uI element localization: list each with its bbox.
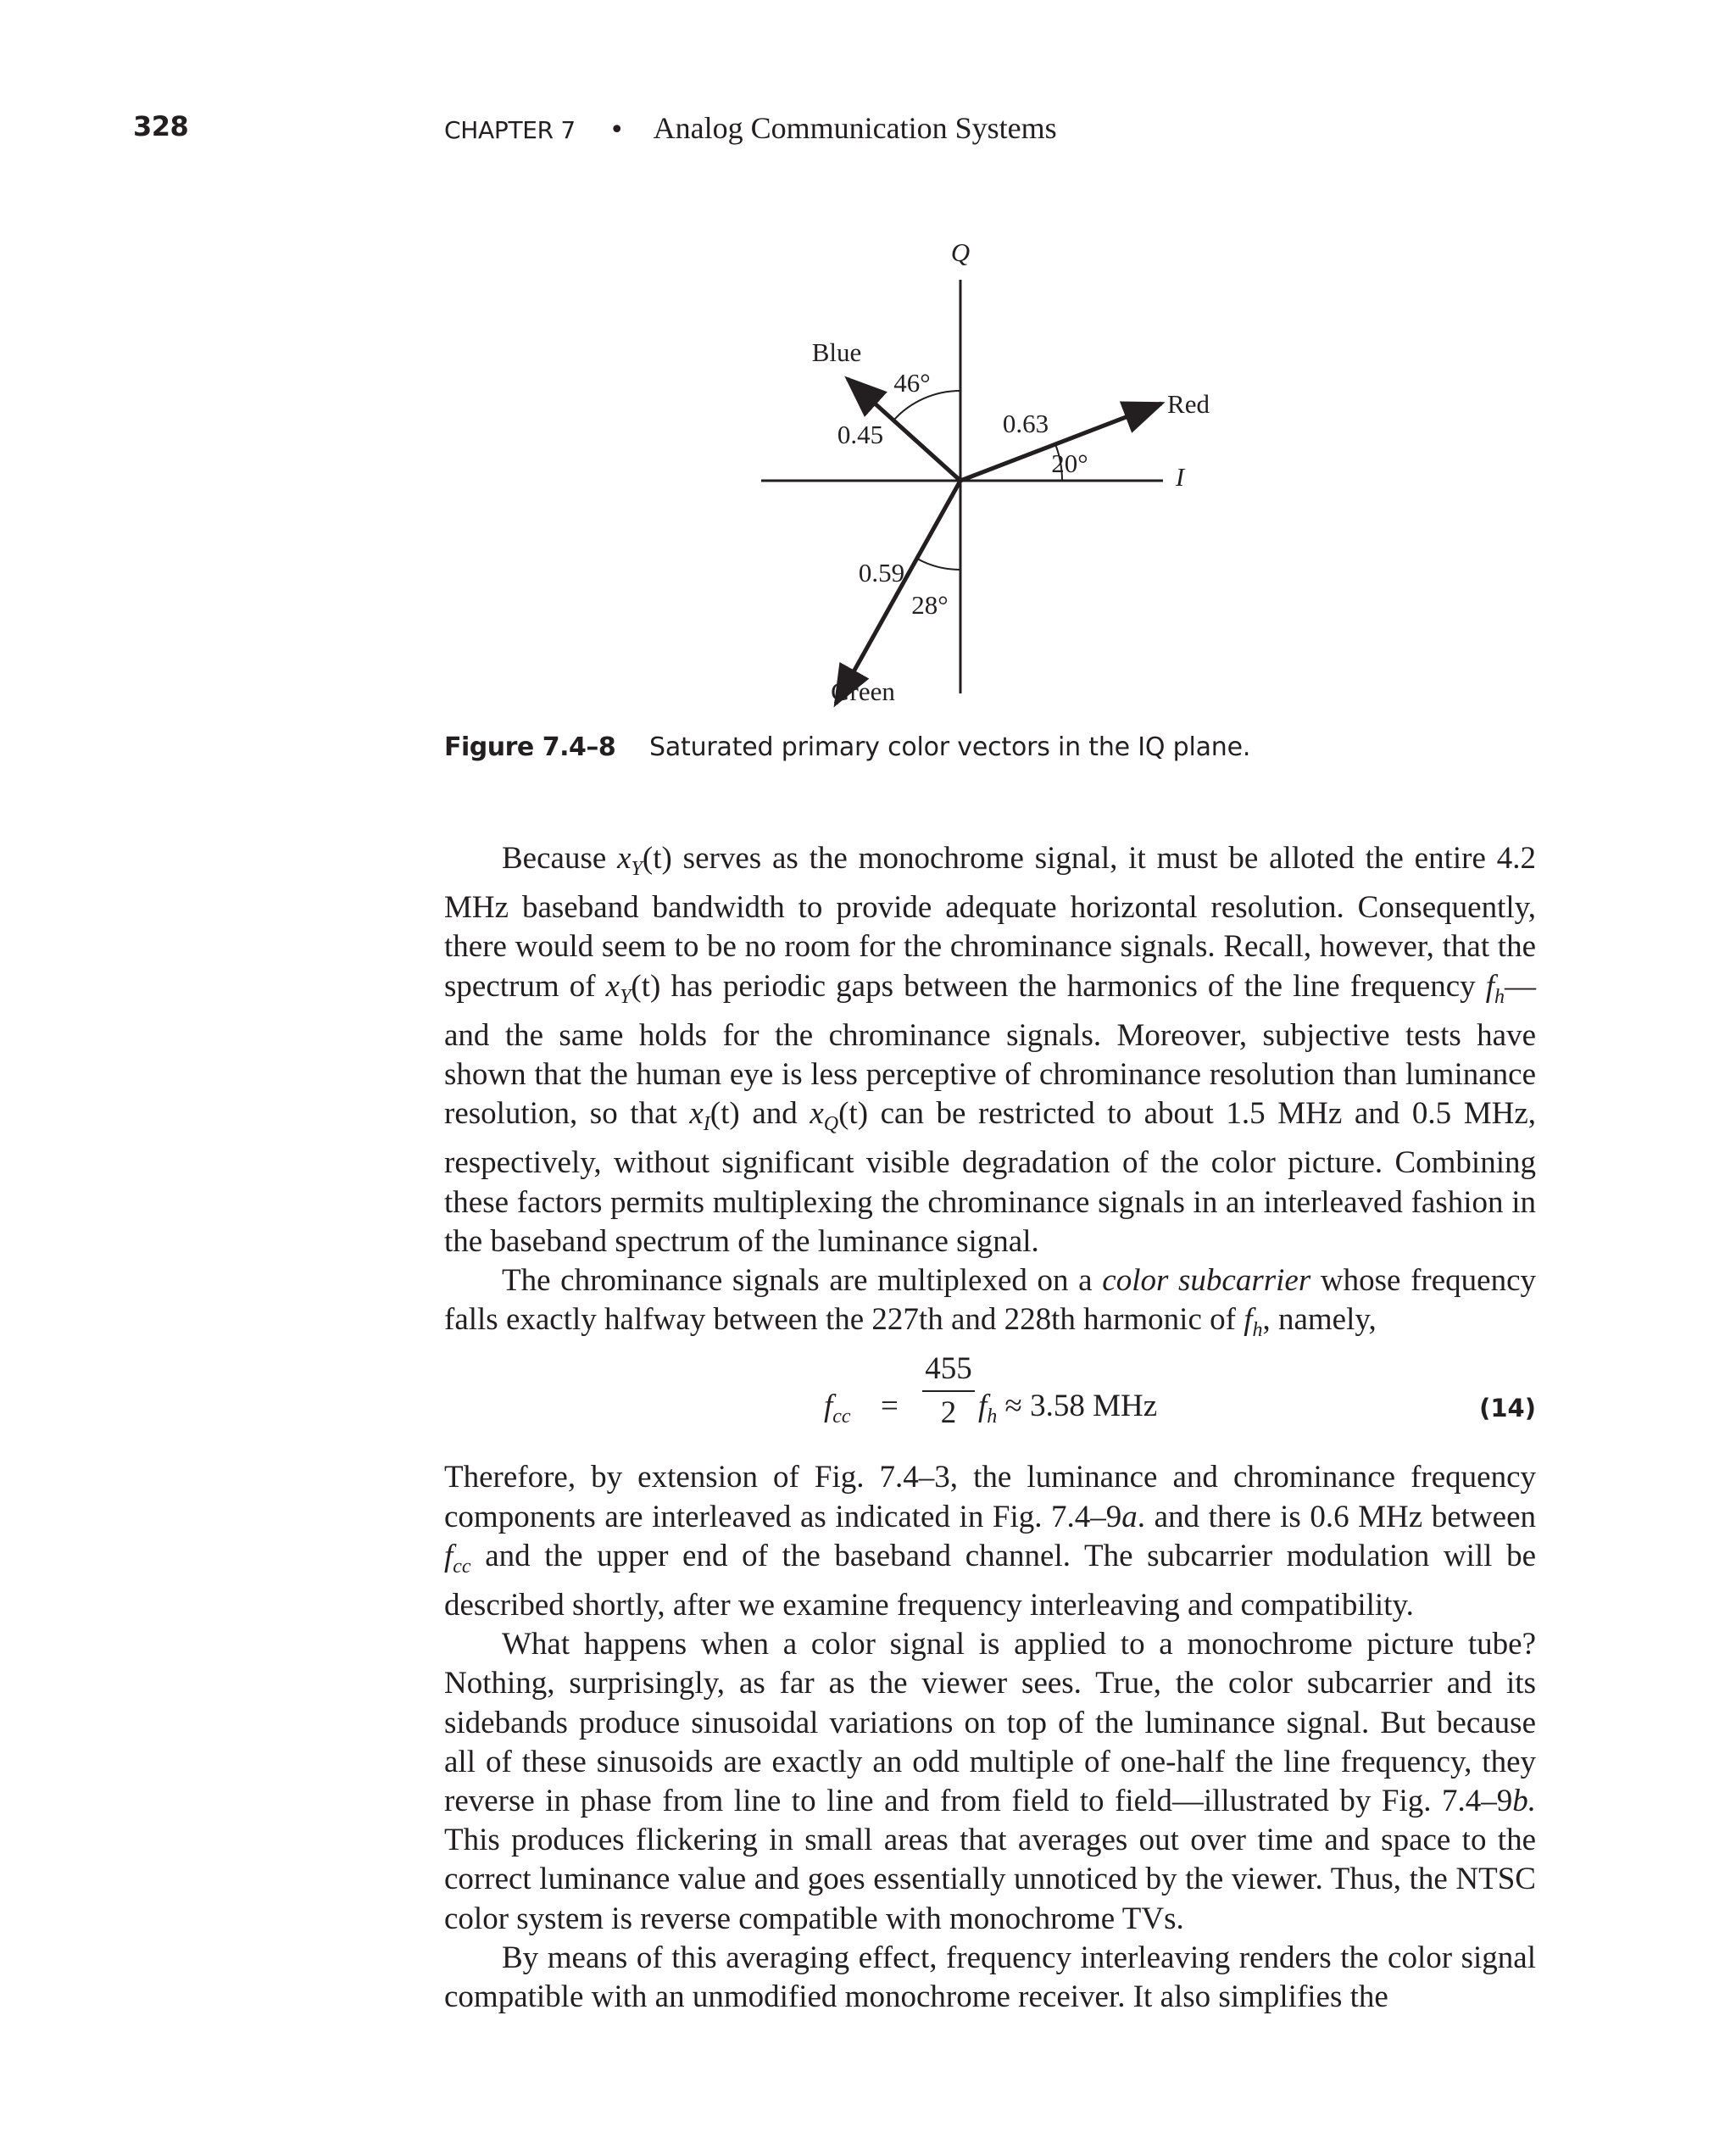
figure-number: Figure 7.4–8 <box>444 732 616 762</box>
green-angle-arc <box>917 559 960 570</box>
green-magnitude: 0.59 <box>858 558 905 587</box>
equation-number: (14) <box>1479 1394 1536 1423</box>
paragraph-1: Because $x_Y(t)$ serves as the monochrome signal, it must be alloted the entire 4.2 MHz baseband bandwidth to provide adequate horizontal resolution. Consequently, there would seem to be no room for the chrominance signals. Recall, however, that the spectrum of $x_Y(t)$ has periodic gaps between the harmonics of the line frequency $f_h—and$ the same holds for the chrominance signals. Moreover, subjective tests have shown that the human eye is less perceptive of chrominance resolution than luminance resolution, so that $x_I(t)$ and $x_Q(t)$ can be restricted to about 1.5 MHz and 0.5 MHz, respectively, without significant visible degradation of the color picture. Combining these factors permits multiplexing the chrominance signals in an interleaved fashion in the baseband spectrum of the luminance signal. <box>444 841 1536 1259</box>
chapter-label: CHAPTER 7 <box>444 116 576 144</box>
blue-angle: 46° <box>893 368 931 398</box>
chapter-title: Analog Communication Systems <box>653 111 1057 145</box>
iq-plane-figure <box>0 0 1736 763</box>
i-axis-label: I <box>1175 462 1185 492</box>
blue-label: Blue <box>811 337 862 367</box>
page-number: 328 <box>133 110 189 142</box>
paragraph-4: What happens when a color signal is applied to a monochrome picture tube? Nothing, surprisingly, as far as the viewer sees. True, the color subcarrier and its sidebands produce sinusoidal variations on top of the luminance signal. But because all of these sinusoids are exactly an odd multiple of one-half the line frequency, they reverse in phase from line to line and from field to field—illustrated by Fig. 7.4–9b. This produces flickering in small areas that averages out over time and space to the correct luminance value and goes essentially unnoticed by the viewer. Thus, the NTSC color system is reverse compatible with monochrome TVs. <box>444 1627 1536 1936</box>
paragraph-2: The chrominance signals are multiplexed on a color subcarrier whose frequency falls exactly halfway between the 227th and 228th harmonic of $f_h$, namely, <box>444 1263 1537 1342</box>
green-label: Green <box>831 676 895 706</box>
green-angle: 28° <box>911 590 949 620</box>
header-bullet: • <box>609 115 625 145</box>
figure-caption-text: Saturated primary color vectors in the IQ plane. <box>649 732 1251 762</box>
equation-14: $f_{cc}$ = 455 2 $f_h \approx 3.58$ MHz (14) <box>824 1351 1536 1431</box>
figure-caption <box>444 732 1546 762</box>
red-angle: 20° <box>1051 448 1088 478</box>
paragraph-3: Therefore, by extension of Fig. 7.4–3, the luminance and chrominance frequency components are interleaved as indicated in Fig. 7.4–9a. and there is 0.6 MHz between $f_{cc}$ and the upper end of the baseband channel. The subcarrier modulation will be described shortly, after we examine frequency interleaving and compatibility. <box>444 1460 1536 1623</box>
blue-magnitude: 0.45 <box>837 420 884 449</box>
red-magnitude: 0.63 <box>1002 409 1049 438</box>
paragraph-5: By means of this averaging effect, frequency interleaving renders the color signal compatible with an unmodified monochrome receiver. It also simplifies the <box>444 1940 1536 2015</box>
body-text <box>444 839 1536 2017</box>
q-axis-label: Q <box>950 237 971 267</box>
red-label: Red <box>1167 389 1210 419</box>
